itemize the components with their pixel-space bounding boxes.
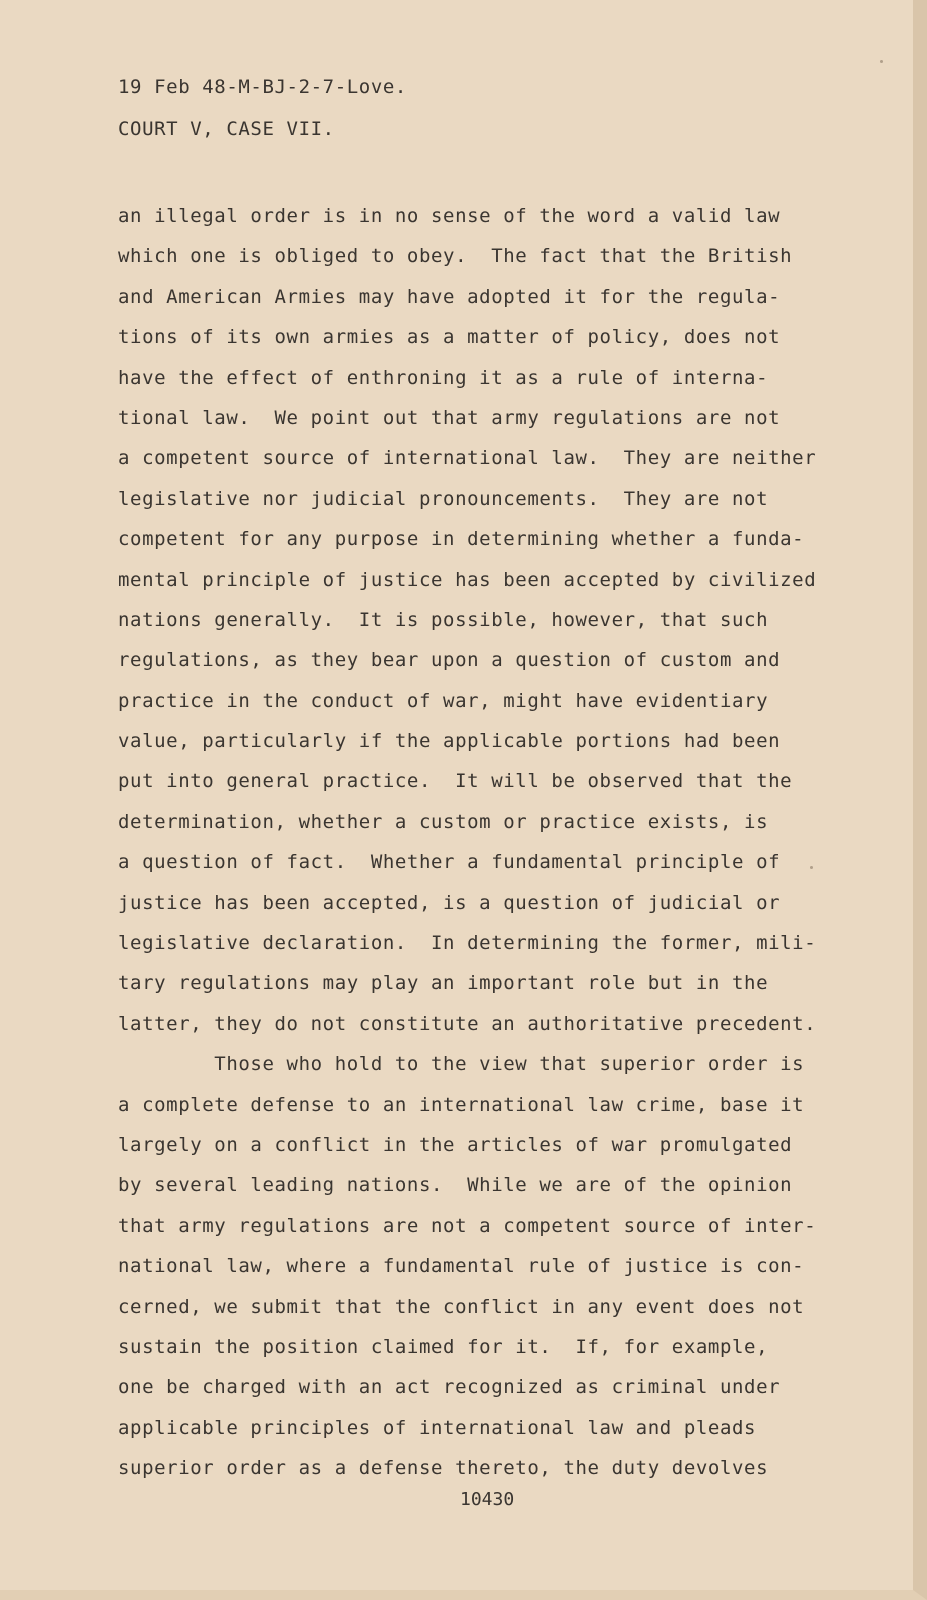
text-line: and American Armies may have adopted it for the regula- bbox=[118, 285, 781, 308]
text-line: regulations, as they bear upon a question of custom and bbox=[118, 649, 781, 672]
text-line: latter, they do not constitute an authoritative precedent. bbox=[118, 1012, 817, 1035]
text-line: value, particularly if the applicable portions had been bbox=[118, 730, 781, 753]
text-line: which one is obliged to obey. The fact that the British bbox=[118, 245, 793, 268]
text-line: mental principle of justice has been accepted by civilized bbox=[118, 568, 817, 591]
text-line: a competent source of international law. They are neither bbox=[118, 447, 817, 470]
text-line: national law, where a fundamental rule of justice is con- bbox=[118, 1255, 805, 1278]
court-case-heading: COURT V, CASE VII. bbox=[118, 118, 335, 140]
text-line: by several leading nations. While we are of the opinion bbox=[118, 1174, 793, 1197]
text-line: a complete defense to an international law crime, base it bbox=[118, 1093, 805, 1116]
text-line: largely on a conflict in the articles of war promulgated bbox=[118, 1133, 793, 1156]
text-line: sustain the position claimed for it. If, for example, bbox=[118, 1335, 769, 1358]
text-line: legislative declaration. In determining the former, mili- bbox=[118, 932, 817, 955]
text-line: tary regulations may play an important role but in the bbox=[118, 972, 769, 995]
text-line: an illegal order is in no sense of the word a valid law bbox=[118, 205, 781, 227]
text-line: superior order as a defense thereto, the duty devolves bbox=[118, 1457, 769, 1480]
text-line: put into general practice. It will be observed that the bbox=[118, 770, 793, 793]
page-number: 10430 bbox=[460, 1489, 515, 1510]
text-line: have the effect of enthroning it as a rule of interna- bbox=[118, 366, 769, 389]
text-line: practice in the conduct of war, might have evidentiary bbox=[118, 689, 769, 712]
text-line: nations generally. It is possible, however, that such bbox=[118, 608, 769, 631]
text-line: tions of its own armies as a matter of policy, does not bbox=[118, 326, 781, 349]
text-line: tional law. We point out that army regulations are not bbox=[118, 406, 781, 429]
text-line: justice has been accepted, is a question of judicial or bbox=[118, 891, 781, 914]
paper-speck bbox=[880, 60, 883, 63]
text-line: that army regulations are not a competent source of inter- bbox=[118, 1214, 817, 1237]
text-line: cerned, we submit that the conflict in any event does not bbox=[118, 1295, 805, 1318]
text-line: a question of fact. Whether a fundamental principle of bbox=[118, 851, 781, 874]
document-reference: 19 Feb 48-M-BJ-2-7-Love. bbox=[118, 76, 407, 98]
text-line: determination, whether a custom or practice exists, is bbox=[118, 810, 769, 833]
body-text bbox=[118, 196, 838, 1489]
paper-speck bbox=[810, 866, 813, 869]
text-line: competent for any purpose in determining whether a funda- bbox=[118, 528, 805, 551]
text-line: legislative nor judicial pronouncements. They are not bbox=[118, 487, 769, 510]
text-line: Those who hold to the view that superior order is bbox=[118, 1053, 805, 1076]
text-line: applicable principles of international law and pleads bbox=[118, 1416, 757, 1439]
text-line: one be charged with an act recognized as criminal under bbox=[118, 1376, 781, 1399]
